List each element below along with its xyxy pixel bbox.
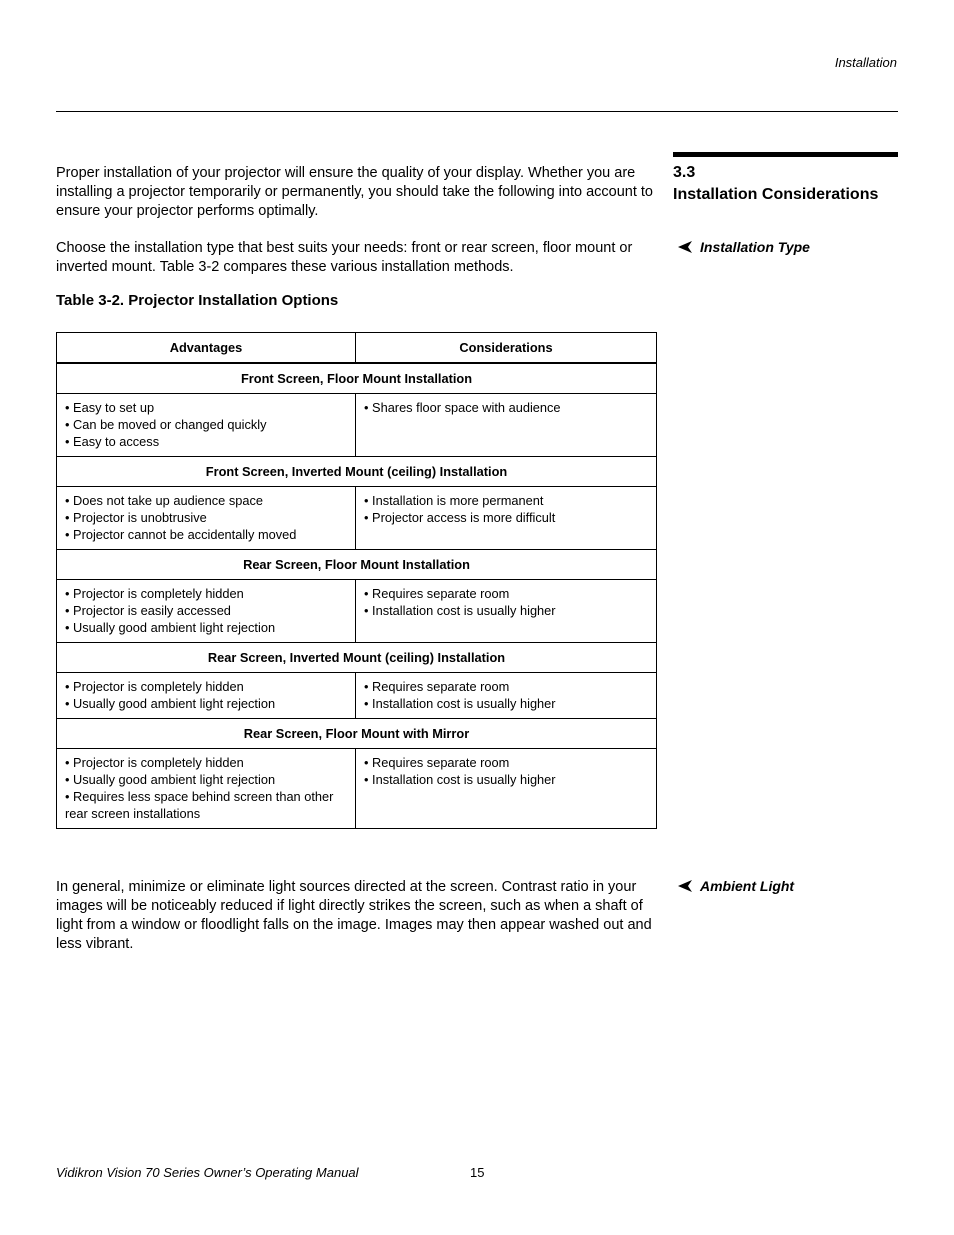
list-item: • Projector cannot be accidentally moved [65, 527, 297, 542]
list-item: • Usually good ambient light rejection [65, 620, 276, 635]
list-item: • Projector access is more difficult [364, 510, 556, 525]
list-item: • Projector is completely hidden [65, 755, 244, 770]
list-item: • Usually good ambient light rejection [65, 696, 276, 711]
table-header-row [57, 333, 657, 364]
column-header-considerations: Considerations [356, 333, 657, 364]
group-header-row [57, 363, 657, 394]
section-title: Installation Considerations [673, 186, 879, 203]
group-title: Rear Screen, Floor Mount with Mirror [57, 719, 657, 749]
group-header-row [57, 457, 657, 487]
table-row [57, 673, 657, 719]
side-head-installation-type [678, 239, 810, 255]
list-item: • Projector is unobtrusive [65, 510, 207, 525]
install-type-paragraph: Choose the installation type that best suits your needs: front or rear screen, floor mount or inverted mount. Table 3-2 compares these various installation methods. [56, 240, 633, 275]
intro-paragraph: Proper installation of your projector will ensure the quality of your display. Whether you are installing a projector temporarily or permanently, you should take the following into account to ensure your projector performs optimally. [56, 165, 653, 219]
list-item: • Does not take up audience space [65, 493, 263, 508]
list-item: • Easy to access [65, 434, 160, 449]
list-item: • Projector is easily accessed [65, 603, 231, 618]
list-item: • Requires separate room [364, 679, 510, 694]
advantages-cell [57, 487, 356, 550]
advantages-cell [57, 749, 356, 829]
group-title: Front Screen, Floor Mount Installation [57, 363, 657, 394]
header-rule [56, 111, 898, 112]
side-head-ambient-light [678, 878, 794, 894]
list-item: • Requires less space behind screen than other rear screen installations [65, 789, 334, 821]
arrow-left-icon [678, 880, 692, 892]
group-title: Front Screen, Inverted Mount (ceiling) Installation [57, 457, 657, 487]
section-bar [673, 152, 898, 157]
group-title: Rear Screen, Floor Mount Installation [57, 550, 657, 580]
list-item: • Requires separate room [364, 755, 510, 770]
list-item: • Projector is completely hidden [65, 679, 244, 694]
side-head-label: Ambient Light [700, 878, 795, 894]
group-title: Rear Screen, Inverted Mount (ceiling) Installation [57, 643, 657, 673]
considerations-cell [356, 394, 657, 457]
side-head-label: Installation Type [700, 239, 810, 255]
table-row [57, 394, 657, 457]
footer-manual-title: Vidikron Vision 70 Series Owner’s Operating Manual [56, 1165, 359, 1180]
ambient-light-paragraph: In general, minimize or eliminate light sources directed at the screen. Contrast ratio in your images will be noticeably reduced if light directly strikes the screen, such as when a shaft of light from a window or floodlight falls on the image. Images may then appear washed out and less vibrant. [56, 879, 652, 952]
table-row [57, 580, 657, 643]
group-header-row [57, 719, 657, 749]
considerations-cell [356, 749, 657, 829]
list-item: • Easy to set up [65, 400, 155, 415]
list-item: • Shares floor space with audience [364, 400, 561, 415]
installation-options-table [56, 332, 657, 829]
list-item: • Installation cost is usually higher [364, 772, 556, 787]
group-header-row [57, 550, 657, 580]
column-header-advantages: Advantages [57, 333, 356, 364]
footer-page-number: 15 [470, 1165, 485, 1180]
list-item: • Can be moved or changed quickly [65, 417, 267, 432]
considerations-cell [356, 487, 657, 550]
section-number: 3.3 [673, 164, 696, 181]
group-header-row [57, 643, 657, 673]
table-caption: Table 3-2. Projector Installation Options [56, 292, 339, 309]
considerations-cell [356, 580, 657, 643]
arrow-left-icon [678, 241, 692, 253]
advantages-cell [57, 394, 356, 457]
table-row [57, 749, 657, 829]
list-item: • Requires separate room [364, 586, 510, 601]
advantages-cell [57, 580, 356, 643]
list-item: • Projector is completely hidden [65, 586, 244, 601]
considerations-cell [356, 673, 657, 719]
list-item: • Installation is more permanent [364, 493, 544, 508]
list-item: • Installation cost is usually higher [364, 696, 556, 711]
list-item: • Installation cost is usually higher [364, 603, 556, 618]
list-item: • Usually good ambient light rejection [65, 772, 276, 787]
table-row [57, 487, 657, 550]
running-header: Installation [834, 55, 897, 70]
advantages-cell [57, 673, 356, 719]
